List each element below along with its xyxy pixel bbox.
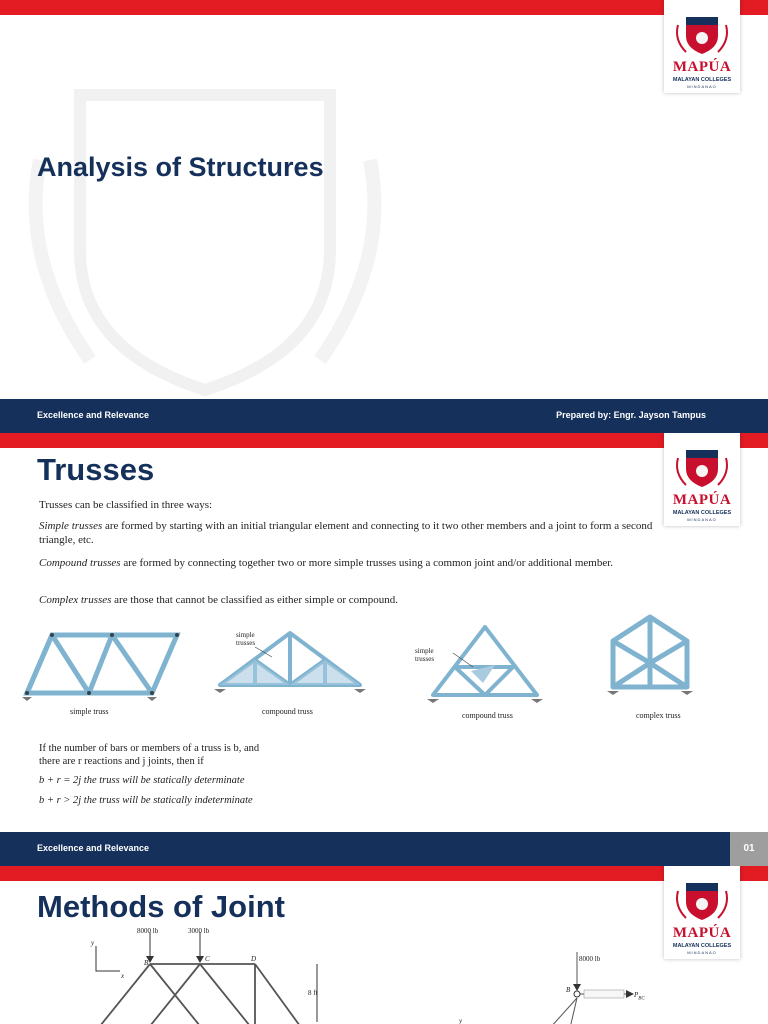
logo-name: MAPÚA bbox=[672, 925, 732, 941]
logo-subtitle: MALAYAN COLLEGES bbox=[672, 510, 732, 516]
compound-truss-figure-2 bbox=[425, 623, 555, 713]
simple-trusses-text bbox=[39, 519, 659, 547]
rule-indeterminate: b + r > 2j the truss will be statically indeterminate bbox=[39, 795, 253, 806]
logo-name: MAPÚA bbox=[672, 492, 732, 508]
joint-b: B bbox=[144, 959, 149, 967]
footer-author: Prepared by: Engr. Jayson Tampus bbox=[556, 410, 706, 420]
fbd-load: 8000 lb bbox=[579, 955, 601, 963]
complex-truss-figure bbox=[605, 611, 695, 721]
joint-c: C bbox=[205, 955, 210, 963]
fbd-force bbox=[634, 991, 645, 1001]
simple-trusses-term: Simple trusses bbox=[39, 520, 103, 532]
fbd-force-subscript: BC bbox=[638, 996, 645, 1002]
complex-trusses-text bbox=[39, 593, 659, 607]
label-simple: simple bbox=[415, 647, 434, 655]
label-simple: simple bbox=[236, 631, 255, 639]
axis-y-label: y bbox=[91, 939, 95, 947]
logo-subtitle: MALAYAN COLLEGES bbox=[672, 77, 732, 83]
simple-truss-figure bbox=[22, 627, 192, 707]
caption-compound-truss-2: compound truss bbox=[462, 711, 513, 720]
load-1: 8000 lb bbox=[137, 927, 159, 935]
mapua-logo bbox=[664, 866, 740, 959]
fbd-joint: B bbox=[566, 986, 571, 994]
compound-trusses-text bbox=[39, 556, 659, 570]
truss-problem-figure bbox=[80, 926, 340, 1024]
rule-intro bbox=[39, 742, 259, 768]
slide-trusses bbox=[0, 433, 768, 866]
mapua-logo bbox=[664, 433, 740, 526]
complex-trusses-term: Complex trusses bbox=[39, 594, 112, 606]
free-body-diagram bbox=[540, 948, 680, 1024]
fbd-axis-y: y bbox=[459, 1017, 463, 1024]
rule-determinate: b + r = 2j the truss will be statically determinate bbox=[39, 775, 245, 786]
footer-tagline: Excellence and Relevance bbox=[37, 410, 150, 420]
top-red-bar bbox=[0, 866, 768, 881]
complex-trusses-desc: are those that cannot be classified as either simple or compound. bbox=[111, 594, 398, 606]
caption-compound-truss-1: compound truss bbox=[262, 707, 313, 716]
slide-title: Methods of Joint bbox=[37, 889, 285, 924]
caption-simple-truss: simple truss bbox=[70, 707, 109, 716]
slide-title: Analysis of Structures bbox=[37, 152, 324, 182]
rule-line-1: If the number of bars or members of a truss is b, and bbox=[39, 743, 260, 754]
label-simple-trusses bbox=[236, 631, 255, 647]
compound-trusses-desc: are formed by connecting together two or more simple trusses using a common joint and/or additional member. bbox=[120, 557, 614, 569]
slide-methods-of-joint bbox=[0, 866, 768, 1024]
load-2: 3000 lb bbox=[188, 927, 210, 935]
page-number: 01 bbox=[730, 832, 768, 866]
logo-subtitle-2: MINDANAO bbox=[687, 84, 717, 89]
joint-d: D bbox=[251, 955, 257, 963]
rule-line-2: there are r reactions and j joints, then if bbox=[39, 756, 204, 767]
label-trusses: trusses bbox=[415, 655, 435, 663]
logo-subtitle-2: MINDANAO bbox=[687, 950, 717, 955]
fbd-force-symbol: P bbox=[634, 991, 639, 999]
logo-subtitle-2: MINDANAO bbox=[687, 517, 717, 522]
top-red-bar bbox=[0, 433, 768, 448]
intro-text: Trusses can be classified in three ways: bbox=[39, 499, 213, 511]
footer-tagline: Excellence and Relevance bbox=[37, 843, 150, 853]
mapua-logo bbox=[664, 0, 740, 93]
dimension-label: 8 ft bbox=[308, 989, 318, 997]
watermark-crest bbox=[0, 0, 768, 433]
simple-trusses-desc: are formed by starting with an initial triangular element and connecting to it two other members and a joint to form a second triangle, etc. bbox=[39, 520, 653, 546]
slide-title: Trusses bbox=[37, 452, 155, 487]
footer-bar bbox=[0, 399, 768, 433]
label-trusses: trusses bbox=[236, 639, 256, 647]
compound-truss-figure bbox=[210, 627, 370, 707]
slide-analysis-of-structures bbox=[0, 0, 768, 433]
compound-trusses-term: Compound trusses bbox=[39, 557, 121, 569]
caption-complex-truss: complex truss bbox=[636, 711, 681, 720]
logo-subtitle: MALAYAN COLLEGES bbox=[672, 943, 732, 949]
footer-bar bbox=[0, 832, 768, 866]
logo-name: MAPÚA bbox=[672, 59, 732, 75]
axis-x-label: x bbox=[121, 972, 125, 980]
label-simple-trusses-2 bbox=[415, 647, 434, 663]
